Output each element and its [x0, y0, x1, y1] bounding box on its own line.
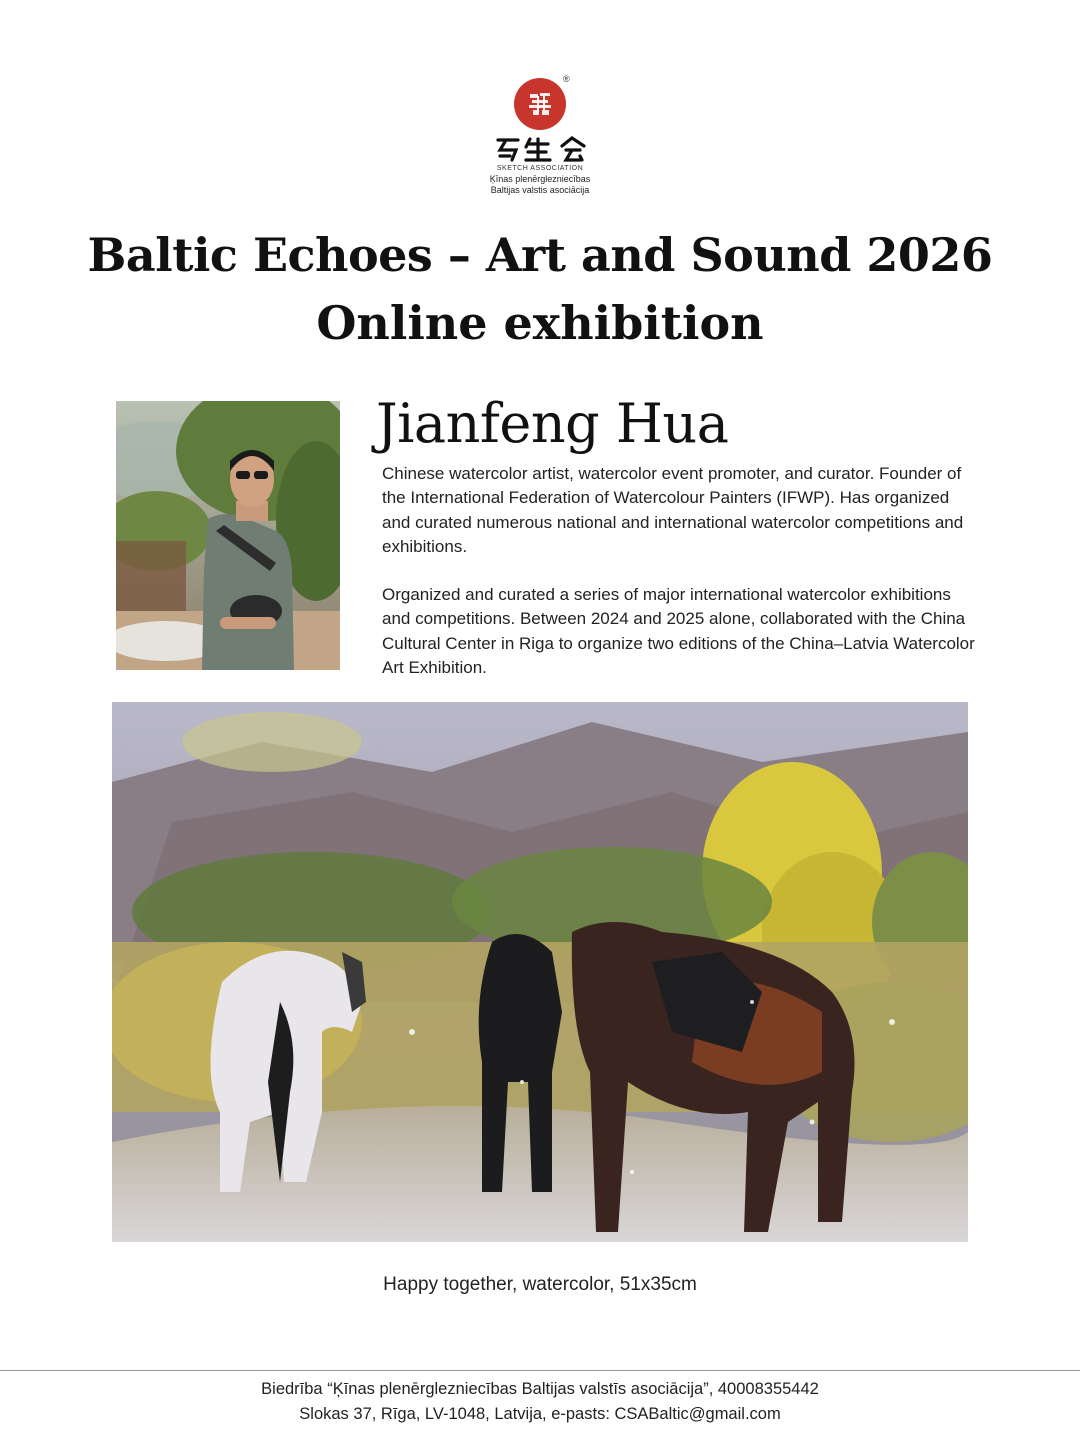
footer-divider	[0, 1370, 1080, 1371]
artwork-caption: Happy together, watercolor, 51x35cm	[383, 1274, 697, 1295]
exhibition-subtitle: Online exhibition	[316, 296, 764, 350]
artist-name: Jianfeng Hua	[376, 392, 729, 455]
association-logo	[470, 70, 610, 200]
logo-subtitle-lv-1: Ķīnas plenērglezniecības	[489, 174, 591, 184]
artist-bio-paragraph-2: Organized and curated a series of major international watercolor exhibitions and competitions. Between 2024 and 2025 alone, collaborated with the China Cultural Center in Riga to organize two editions of the China–Latvia Watercolor Art Exhibition.	[382, 585, 975, 678]
footer-contact: Slokas 37, Rīga, LV-1048, Latvija, e-pasts: CSABaltic@gmail.com	[299, 1405, 781, 1423]
red-seal-icon	[514, 78, 566, 130]
calligraphy-logotype-icon	[492, 134, 588, 164]
artist-portrait	[116, 401, 340, 670]
registered-mark: ®	[563, 74, 570, 84]
footer-organization: Biedrība “Ķīnas plenērglezniecības Baltijas valstīs asociācija”, 40008355442	[261, 1380, 819, 1398]
seal-glyph-icon	[524, 88, 556, 120]
exhibition-title: Baltic Echoes – Art and Sound 2026	[87, 228, 993, 282]
artwork-image	[112, 702, 968, 1242]
logo-subtitle-lv-2: Baltijas valstis asociācija	[490, 185, 590, 195]
artist-bio-paragraph-1: Chinese watercolor artist, watercolor event promoter, and curator. Founder of the International Federation of Watercolour Painters (IFWP). Has organized and curated numerous national and international watercolor competitions and exhibitions.	[382, 464, 964, 557]
logo-subtitle-en: SKETCH ASSOCIATION	[496, 165, 584, 172]
